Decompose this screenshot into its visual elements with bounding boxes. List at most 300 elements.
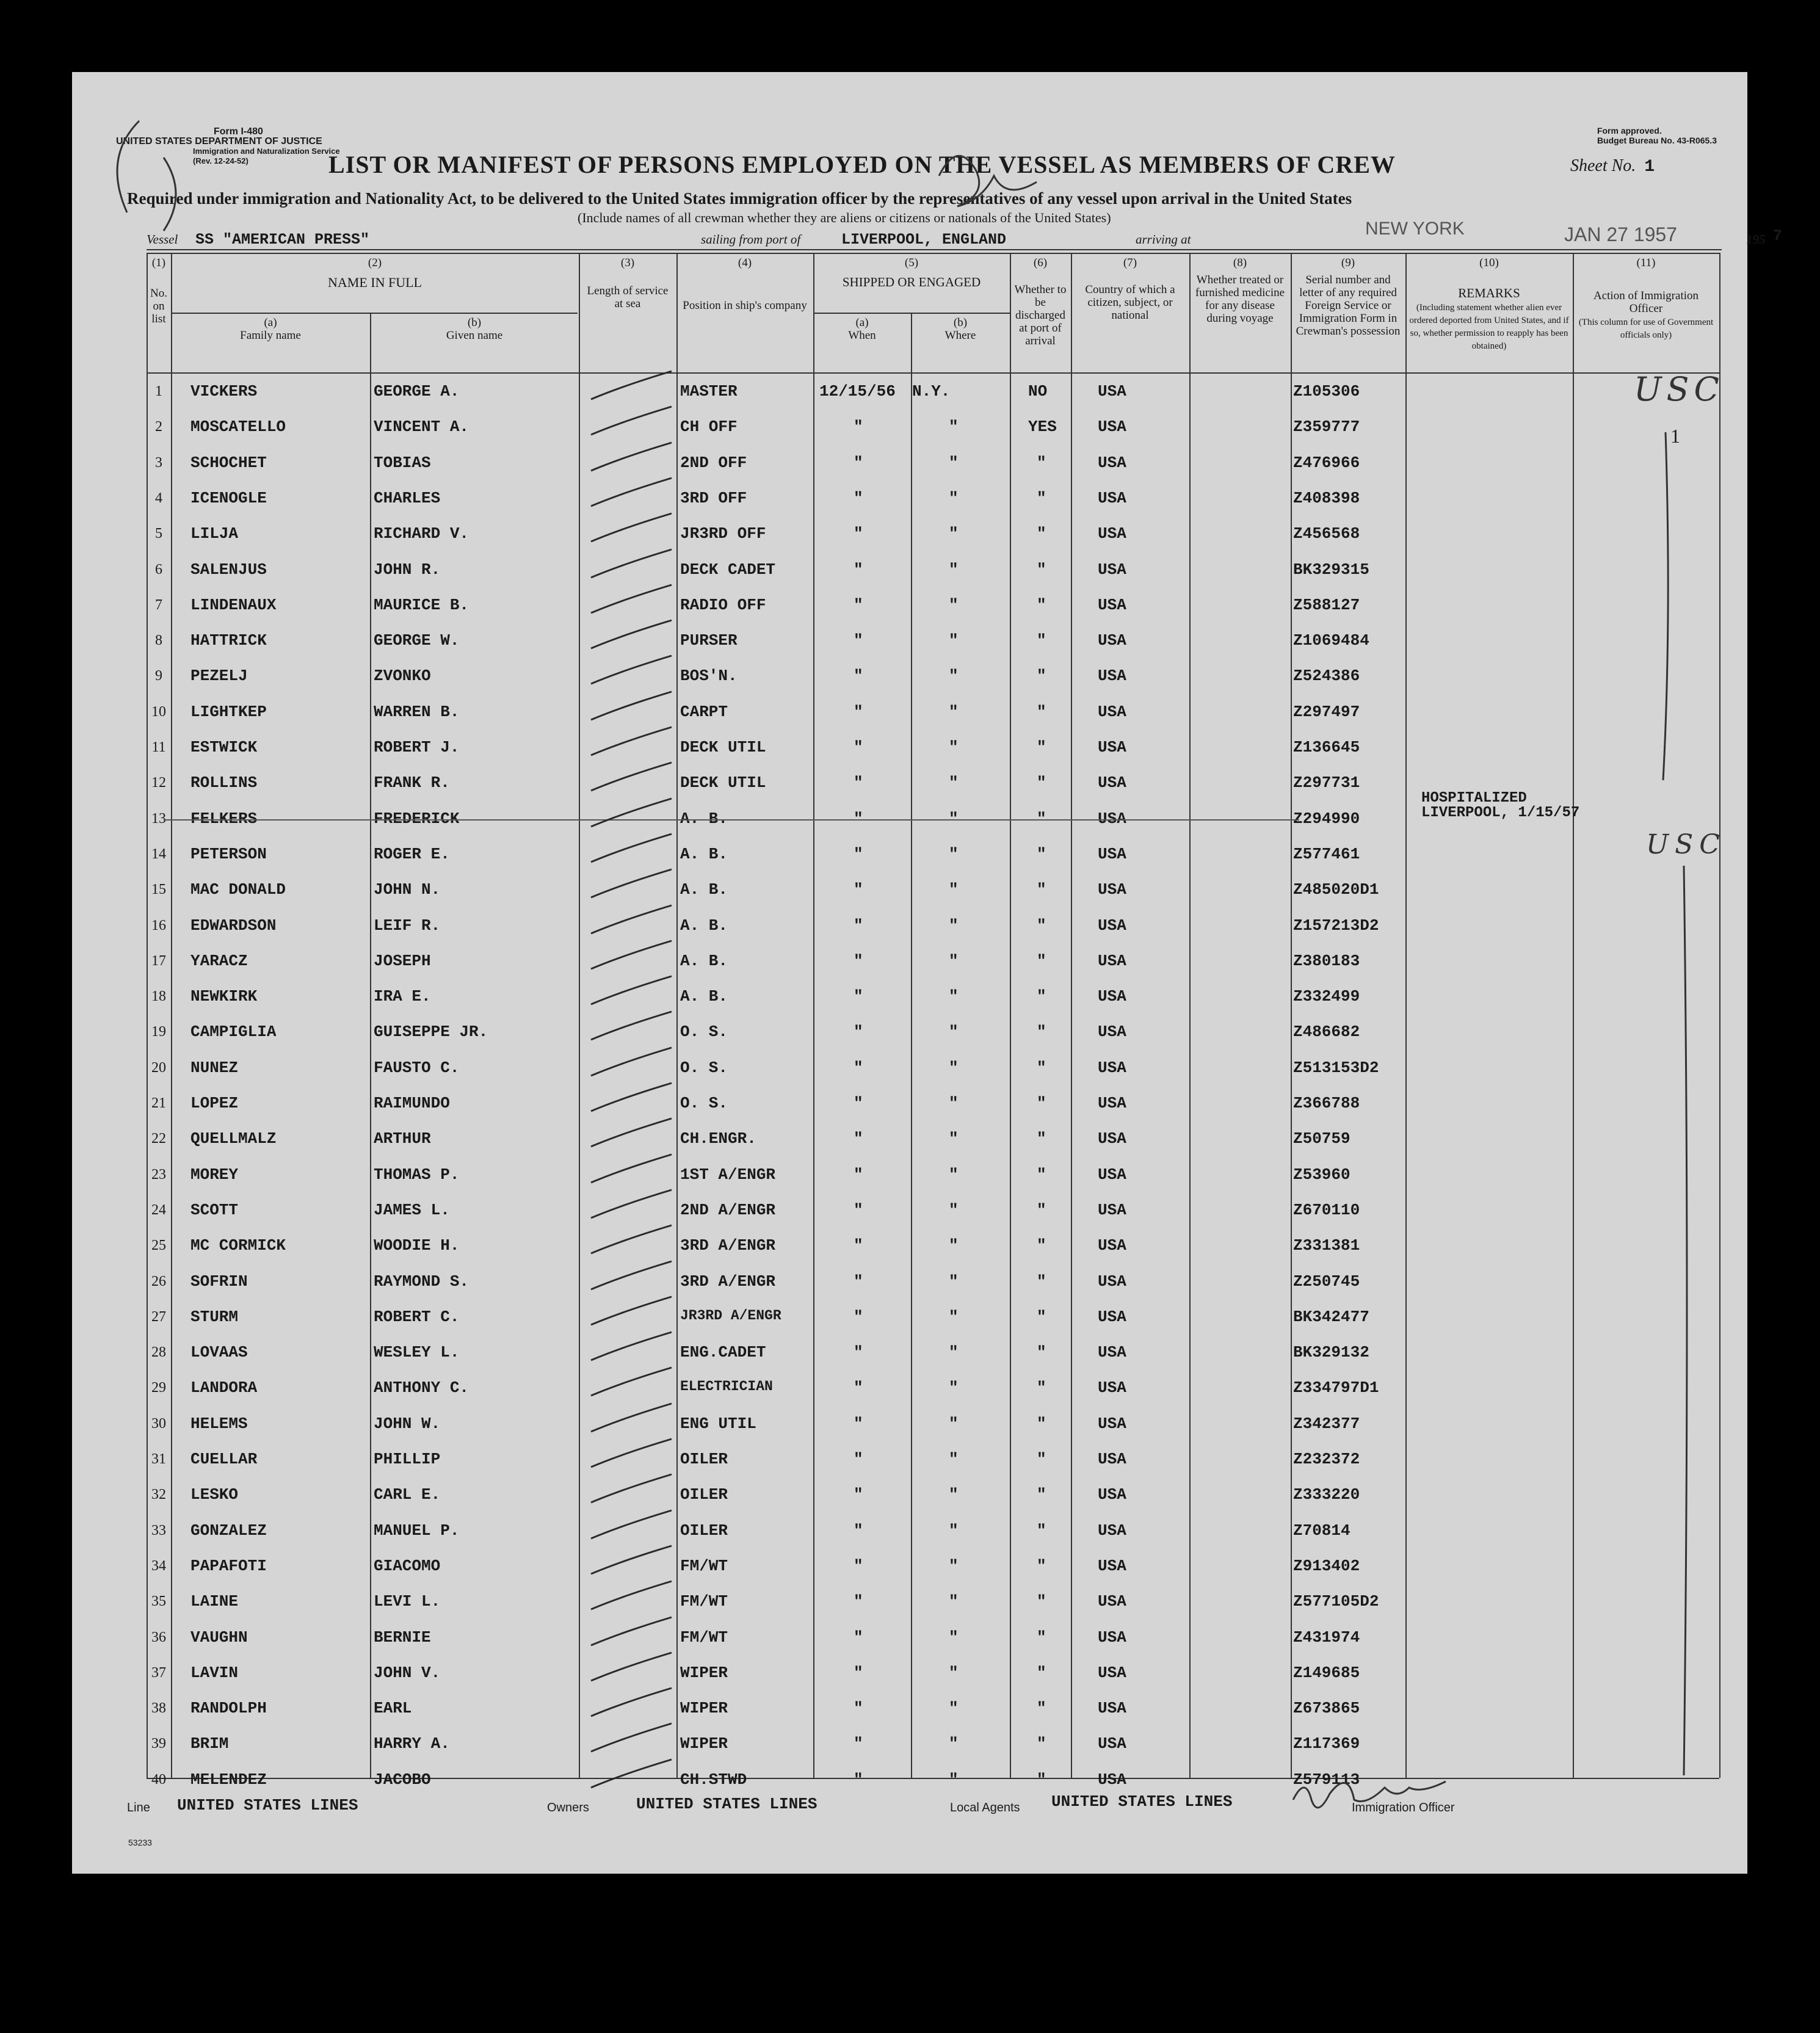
crew-given: RAYMOND S.: [374, 1272, 470, 1291]
crew-family: FELKERS: [190, 809, 258, 828]
vessel-label: Vessel: [147, 232, 178, 247]
row-number: 30: [151, 1415, 166, 1432]
crew-where: ": [949, 1770, 959, 1789]
crew-country: USA: [1098, 1414, 1126, 1433]
crew-serial: Z50759: [1293, 1129, 1350, 1148]
crew-family: HELEMS: [190, 1414, 248, 1433]
agents-label: Local Agents: [950, 1801, 1020, 1814]
crew-serial: Z456568: [1293, 524, 1360, 543]
row-number: 12: [151, 775, 166, 791]
crew-country: USA: [1098, 1450, 1126, 1468]
col3-number: (3): [620, 256, 635, 269]
crew-position: DECK CADET: [680, 560, 776, 579]
departure-port: LIVERPOOL, ENGLAND: [841, 231, 1007, 248]
crew-country: USA: [1098, 1343, 1126, 1362]
crew-position: A. B.: [680, 916, 728, 935]
crew-given: RICHARD V.: [374, 524, 470, 543]
crew-position: O. S.: [680, 1094, 728, 1112]
crew-country: USA: [1098, 382, 1126, 400]
col6-header: Whether to be discharged at port of arrival: [1014, 283, 1067, 347]
crew-given: EARL: [374, 1699, 412, 1718]
crew-given: LEIF R.: [374, 916, 441, 935]
crew-position: A. B.: [680, 987, 728, 1006]
crew-position: 3RD OFF: [680, 488, 747, 507]
crew-when: ": [854, 1663, 863, 1682]
crew-serial: BK329315: [1293, 560, 1369, 579]
crew-position: FM/WT: [680, 1592, 728, 1611]
crew-country: USA: [1098, 1236, 1126, 1255]
crew-family: STURM: [190, 1307, 239, 1326]
col8-header: Whether treated or furnished medicine for any disease during voyage: [1195, 274, 1285, 325]
crew-where: ": [949, 1379, 959, 1397]
crew-family: NUNEZ: [190, 1058, 239, 1077]
crew-where: ": [949, 1414, 959, 1433]
crew-when: ": [854, 595, 863, 614]
row-number: 17: [151, 952, 166, 969]
crew-position: OILER: [680, 1521, 728, 1540]
row-number: 39: [151, 1736, 166, 1752]
crew-when: ": [854, 1272, 863, 1291]
crew-family: PAPAFOTI: [190, 1556, 267, 1575]
crew-given: TOBIAS: [374, 453, 431, 472]
crew-position: BOS'N.: [680, 667, 738, 686]
crew-country: USA: [1098, 1094, 1126, 1112]
crew-country: USA: [1098, 951, 1126, 970]
row-number: 5: [155, 526, 162, 542]
crew-when: ": [854, 987, 863, 1006]
crew-country: USA: [1098, 1023, 1126, 1042]
crew-discharge: ": [1037, 1485, 1046, 1504]
crew-family: LOVAAS: [190, 1343, 248, 1362]
crew-country: USA: [1098, 1272, 1126, 1291]
crew-given: GEORGE W.: [374, 631, 460, 650]
crew-given: GEORGE A.: [374, 382, 460, 400]
crew-position: 1ST A/ENGR: [680, 1165, 776, 1184]
crew-family: ROLLINS: [190, 774, 258, 792]
crew-when: ": [854, 1058, 863, 1077]
crew-when: ": [854, 951, 863, 970]
crew-when: ": [854, 1699, 863, 1718]
crew-when: ": [854, 774, 863, 792]
crew-serial: Z579113: [1293, 1770, 1360, 1789]
crew-serial: Z297731: [1293, 774, 1360, 792]
officer-label: Immigration Officer: [1352, 1801, 1455, 1814]
crew-given: IRA E.: [374, 987, 431, 1006]
col2-number: (2): [368, 256, 382, 269]
crew-country: USA: [1098, 631, 1126, 650]
crew-where: ": [949, 1699, 959, 1718]
crew-where: N.Y.: [912, 382, 951, 400]
crew-where: ": [949, 667, 959, 686]
crew-position: MASTER: [680, 382, 738, 400]
crew-when: ": [854, 1023, 863, 1042]
crew-family: MELENDEZ: [190, 1770, 267, 1789]
crew-given: THOMAS P.: [374, 1165, 460, 1184]
usc-annotation-middle: USC: [1646, 829, 1726, 860]
col8-number: (8): [1233, 256, 1247, 269]
row-number: 23: [151, 1166, 166, 1183]
crew-given: WARREN B.: [374, 702, 460, 721]
col10-subheader: (Including statement whether alien ever ordered deported from United States, and if so, whether permission to reapply has been obtained): [1409, 303, 1569, 351]
crew-discharge: ": [1037, 1450, 1046, 1468]
crew-where: ": [949, 774, 959, 792]
crew-family: BRIM: [190, 1734, 229, 1753]
crew-given: LEVI L.: [374, 1592, 441, 1611]
crew-serial: Z513153D2: [1293, 1058, 1379, 1077]
crew-given: MAURICE B.: [374, 595, 470, 614]
crew-serial: Z913402: [1293, 1556, 1360, 1575]
crew-given: MANUEL P.: [374, 1521, 460, 1540]
crew-when: ": [854, 1770, 863, 1789]
crew-discharge: ": [1037, 560, 1046, 579]
department-name: UNITED STATES DEPARTMENT OF JUSTICE: [116, 136, 322, 147]
crew-country: USA: [1098, 418, 1126, 437]
crew-serial: BK342477: [1293, 1307, 1369, 1326]
row-number: 21: [151, 1095, 166, 1111]
crew-discharge: ": [1037, 1343, 1046, 1362]
crew-given: GUISEPPE JR.: [374, 1023, 488, 1042]
crew-position: ENG UTIL: [680, 1414, 756, 1433]
crew-given: HARRY A.: [374, 1734, 450, 1753]
crew-country: USA: [1098, 453, 1126, 472]
crew-remarks: HOSPITALIZED LIVERPOOL, 1/15/57: [1421, 789, 1580, 821]
crew-serial: Z524386: [1293, 667, 1360, 686]
crew-discharge: ": [1037, 1272, 1046, 1291]
crew-given: WOODIE H.: [374, 1236, 460, 1255]
crew-where: ": [949, 1165, 959, 1184]
crew-position: 2ND OFF: [680, 453, 747, 472]
crew-where: ": [949, 738, 959, 756]
crew-when: ": [854, 1556, 863, 1575]
crew-position: CH.ENGR.: [680, 1129, 756, 1148]
row-number: 9: [155, 668, 162, 684]
usc-annotation-top: USC: [1634, 370, 1724, 408]
col4-number: (4): [738, 256, 752, 269]
crew-when: 12/15/56: [819, 382, 896, 400]
line-value: UNITED STATES LINES: [177, 1796, 358, 1814]
crew-when: ": [854, 1734, 863, 1753]
crew-given: ROBERT J.: [374, 738, 460, 756]
crew-discharge: NO: [1028, 382, 1048, 400]
row-number: 27: [151, 1308, 166, 1325]
crew-country: USA: [1098, 667, 1126, 686]
col2b-header: (b) Given name: [446, 316, 503, 342]
crew-family: LANDORA: [190, 1379, 258, 1397]
crew-serial: Z117369: [1293, 1734, 1360, 1753]
crew-position: OILER: [680, 1485, 728, 1504]
bracket-line-lower: [1684, 866, 1687, 1775]
crew-position: DECK UTIL: [680, 774, 766, 792]
crew-serial: Z1069484: [1293, 631, 1369, 650]
crew-country: USA: [1098, 524, 1126, 543]
crew-given: CHARLES: [374, 488, 441, 507]
crew-given: JOHN R.: [374, 560, 441, 579]
crew-given: FRANK R.: [374, 774, 450, 792]
crew-position: WIPER: [680, 1663, 728, 1682]
crew-serial: Z342377: [1293, 1414, 1360, 1433]
required-statement: Required under immigration and Nationality Act, to be delivered to the United States immigration officer by the representatives of any vessel upon arrival in the United States: [127, 189, 1352, 208]
crew-discharge: ": [1037, 1200, 1046, 1219]
crew-family: MAC DONALD: [190, 880, 286, 899]
crew-serial: Z485020D1: [1293, 880, 1379, 899]
crew-position: O. S.: [680, 1023, 728, 1042]
crew-country: USA: [1098, 1521, 1126, 1540]
crew-when: ": [854, 1343, 863, 1362]
crew-serial: Z476966: [1293, 453, 1360, 472]
crew-serial: Z431974: [1293, 1628, 1360, 1647]
crew-country: USA: [1098, 1556, 1126, 1575]
crew-country: USA: [1098, 595, 1126, 614]
crew-serial: Z359777: [1293, 418, 1360, 437]
crew-country: USA: [1098, 1485, 1126, 1504]
crew-when: ": [854, 1414, 863, 1433]
row-number: 36: [151, 1629, 166, 1645]
crew-family: LOPEZ: [190, 1094, 239, 1112]
officer-initials: [939, 156, 1037, 206]
crew-family: MC CORMICK: [190, 1236, 286, 1255]
crew-given: ROBERT C.: [374, 1307, 460, 1326]
row-number: 13: [151, 810, 166, 827]
crew-when: ": [854, 1628, 863, 1647]
crew-serial: Z331381: [1293, 1236, 1360, 1255]
crew-family: YARACZ: [190, 951, 248, 970]
crew-when: ": [854, 1165, 863, 1184]
row-number: 24: [151, 1201, 166, 1218]
crew-country: USA: [1098, 774, 1126, 792]
crew-given: JAMES L.: [374, 1200, 450, 1219]
crew-when: ": [854, 1307, 863, 1326]
crew-family: PETERSON: [190, 844, 267, 863]
crew-family: LAVIN: [190, 1663, 239, 1682]
crew-serial: Z334797D1: [1293, 1379, 1379, 1397]
crew-where: ": [949, 1734, 959, 1753]
crew-country: USA: [1098, 488, 1126, 507]
crew-serial: Z149685: [1293, 1663, 1360, 1682]
row-number: 40: [151, 1771, 166, 1788]
crew-family: RANDOLPH: [190, 1699, 267, 1718]
row-number: 28: [151, 1344, 166, 1361]
col5b-header: (b) Where: [944, 316, 976, 342]
row-number: 14: [151, 846, 166, 862]
crew-position: WIPER: [680, 1699, 728, 1718]
crew-serial: Z157213D2: [1293, 916, 1379, 935]
row-number: 7: [155, 596, 162, 613]
crew-country: USA: [1098, 1592, 1126, 1611]
crew-family: SALENJUS: [190, 560, 267, 579]
crew-when: ": [854, 844, 863, 863]
col11-subheader: (This column for use of Government officials only): [1578, 317, 1714, 340]
crew-given: VINCENT A.: [374, 418, 470, 437]
row-number: 19: [151, 1024, 166, 1040]
sailing-label: sailing from port of: [701, 232, 801, 247]
budget-bureau-number: Budget Bureau No. 43-R065.3: [1597, 136, 1717, 145]
crew-position: 3RD A/ENGR: [680, 1236, 776, 1255]
crew-where: ": [949, 1272, 959, 1291]
row-number: 38: [151, 1700, 166, 1717]
col11-number: (11): [1636, 256, 1656, 269]
crew-discharge: ": [1037, 1094, 1046, 1112]
crew-where: ": [949, 987, 959, 1006]
crew-given: JOHN W.: [374, 1414, 441, 1433]
col7-header: Country of which a citizen, subject, or national: [1085, 283, 1175, 322]
crew-country: USA: [1098, 1770, 1126, 1789]
pen-strokes: [72, 72, 1747, 1874]
crew-discharge: ": [1037, 1734, 1046, 1753]
crew-position: A. B.: [680, 809, 728, 828]
approval-text: Form approved.: [1597, 126, 1662, 136]
crew-when: ": [854, 880, 863, 899]
crew-where: ": [949, 1094, 959, 1112]
crew-where: ": [949, 1485, 959, 1504]
crew-country: USA: [1098, 702, 1126, 721]
crew-given: PHILLIP: [374, 1450, 441, 1468]
row-number: 4: [155, 490, 162, 506]
crew-when: ": [854, 1485, 863, 1504]
crew-where: ": [949, 916, 959, 935]
row-number: 32: [151, 1487, 166, 1503]
crew-where: ": [949, 1236, 959, 1255]
crew-serial: Z380183: [1293, 951, 1360, 970]
service-name: Immigration and Naturalization Service: [193, 147, 340, 156]
bracket-line-upper: [1663, 432, 1668, 780]
crew-serial: Z105306: [1293, 382, 1360, 400]
crew-serial: Z136645: [1293, 738, 1360, 756]
col6-number: (6): [1033, 256, 1048, 269]
col2a-header: (a) Family name: [240, 316, 301, 342]
crew-family: HATTRICK: [190, 631, 267, 650]
crew-discharge: ": [1037, 1521, 1046, 1540]
crew-discharge: ": [1037, 738, 1046, 756]
crew-position: ENG.CADET: [680, 1343, 766, 1362]
crew-discharge: ": [1037, 1414, 1046, 1433]
crew-serial: Z486682: [1293, 1023, 1360, 1042]
crew-when: ": [854, 524, 863, 543]
col11-header: Action of Immigration Officer: [1593, 289, 1699, 315]
crew-where: ": [949, 1450, 959, 1468]
col1-number: (1): [151, 256, 166, 269]
crew-country: USA: [1098, 809, 1126, 828]
crew-when: ": [854, 1379, 863, 1397]
row-number: 16: [151, 917, 166, 933]
crew-family: LILJA: [190, 524, 239, 543]
line-label: Line: [127, 1801, 150, 1814]
crew-discharge: ": [1037, 595, 1046, 614]
crew-given: FREDERICK: [374, 809, 460, 828]
col5-header: SHIPPED OR ENGAGED: [842, 275, 981, 289]
crew-discharge: ": [1037, 524, 1046, 543]
crew-when: ": [854, 702, 863, 721]
crew-given: JACOBO: [374, 1770, 431, 1789]
crew-where: ": [949, 595, 959, 614]
crew-family: GONZALEZ: [190, 1521, 267, 1540]
crew-serial: Z297497: [1293, 702, 1360, 721]
crew-family: SCOTT: [190, 1200, 239, 1219]
crew-where: ": [949, 1663, 959, 1682]
crew-when: ": [854, 667, 863, 686]
crew-position: JR3RD A/ENGR: [680, 1307, 781, 1324]
crew-serial: Z333220: [1293, 1485, 1360, 1504]
crew-position: ELECTRICIAN: [680, 1379, 773, 1395]
crew-family: SOFRIN: [190, 1272, 248, 1291]
arrival-date-stamp: JAN 27 1957: [1564, 223, 1678, 245]
crew-position: JR3RD OFF: [680, 524, 766, 543]
crew-country: USA: [1098, 1129, 1126, 1148]
crew-where: ": [949, 1343, 959, 1362]
crew-family: ICENOGLE: [190, 488, 267, 507]
crew-serial: Z53960: [1293, 1165, 1350, 1184]
crew-given: ANTHONY C.: [374, 1379, 470, 1397]
crew-position: CARPT: [680, 702, 728, 721]
crew-where: ": [949, 844, 959, 863]
row-number: 2: [155, 419, 162, 435]
crew-family: SCHOCHET: [190, 453, 267, 472]
crew-family: NEWKIRK: [190, 987, 258, 1006]
crew-when: ": [854, 1236, 863, 1255]
crew-country: USA: [1098, 1734, 1126, 1753]
crew-position: A. B.: [680, 951, 728, 970]
page-title: LIST OR MANIFEST OF PERSONS EMPLOYED ON THE VESSEL AS MEMBERS OF CREW: [328, 151, 1396, 178]
col10-number: (10): [1479, 256, 1499, 269]
crew-when: ": [854, 1450, 863, 1468]
col1-header: No. on list: [150, 287, 167, 325]
form-revision: (Rev. 12-24-52): [193, 156, 248, 165]
row-number: 34: [151, 1557, 166, 1574]
crew-when: ": [854, 631, 863, 650]
crew-country: USA: [1098, 1307, 1126, 1326]
crew-given: WESLEY L.: [374, 1343, 460, 1362]
crew-given: BERNIE: [374, 1628, 431, 1647]
crew-where: ": [949, 1058, 959, 1077]
crew-discharge: YES: [1028, 418, 1057, 437]
crew-position: OILER: [680, 1450, 728, 1468]
crew-family: VICKERS: [190, 382, 258, 400]
row-number: 33: [151, 1522, 166, 1538]
crew-country: USA: [1098, 1628, 1126, 1647]
crew-discharge: ": [1037, 1236, 1046, 1255]
crew-family: LINDENAUX: [190, 595, 277, 614]
crew-position: RADIO OFF: [680, 595, 766, 614]
crew-where: ": [949, 880, 959, 899]
crew-when: ": [854, 738, 863, 756]
crew-given: RAIMUNDO: [374, 1094, 450, 1112]
crew-position: A. B.: [680, 880, 728, 899]
crew-where: ": [949, 418, 959, 437]
row-number: 8: [155, 632, 162, 649]
row-number: 6: [155, 561, 162, 578]
crew-serial: Z577461: [1293, 844, 1360, 863]
margin-mark: [117, 121, 176, 231]
row-number: 22: [151, 1131, 166, 1147]
col9-header: Serial number and letter of any required Foreign Service or Immigration Form in Crewman's possession: [1296, 274, 1401, 338]
crew-given: ZVONKO: [374, 667, 431, 686]
crew-country: USA: [1098, 1663, 1126, 1682]
crew-discharge: ": [1037, 1663, 1046, 1682]
crew-country: USA: [1098, 1200, 1126, 1219]
col3-header: Length of service at sea: [587, 284, 669, 310]
crew-where: ": [949, 1592, 959, 1611]
crew-where: ": [949, 951, 959, 970]
crew-serial: Z673865: [1293, 1699, 1360, 1718]
crew-family: LIGHTKEP: [190, 702, 267, 721]
crew-family: MOSCATELLO: [190, 418, 286, 437]
row-number: 3: [155, 454, 162, 471]
vessel-name: SS "AMERICAN PRESS": [195, 231, 370, 248]
crew-when: ": [854, 916, 863, 935]
crew-given: JOHN V.: [374, 1663, 441, 1682]
owners-value: UNITED STATES LINES: [636, 1795, 818, 1813]
col5a-header: (a) When: [848, 316, 876, 342]
crew-country: USA: [1098, 1699, 1126, 1718]
